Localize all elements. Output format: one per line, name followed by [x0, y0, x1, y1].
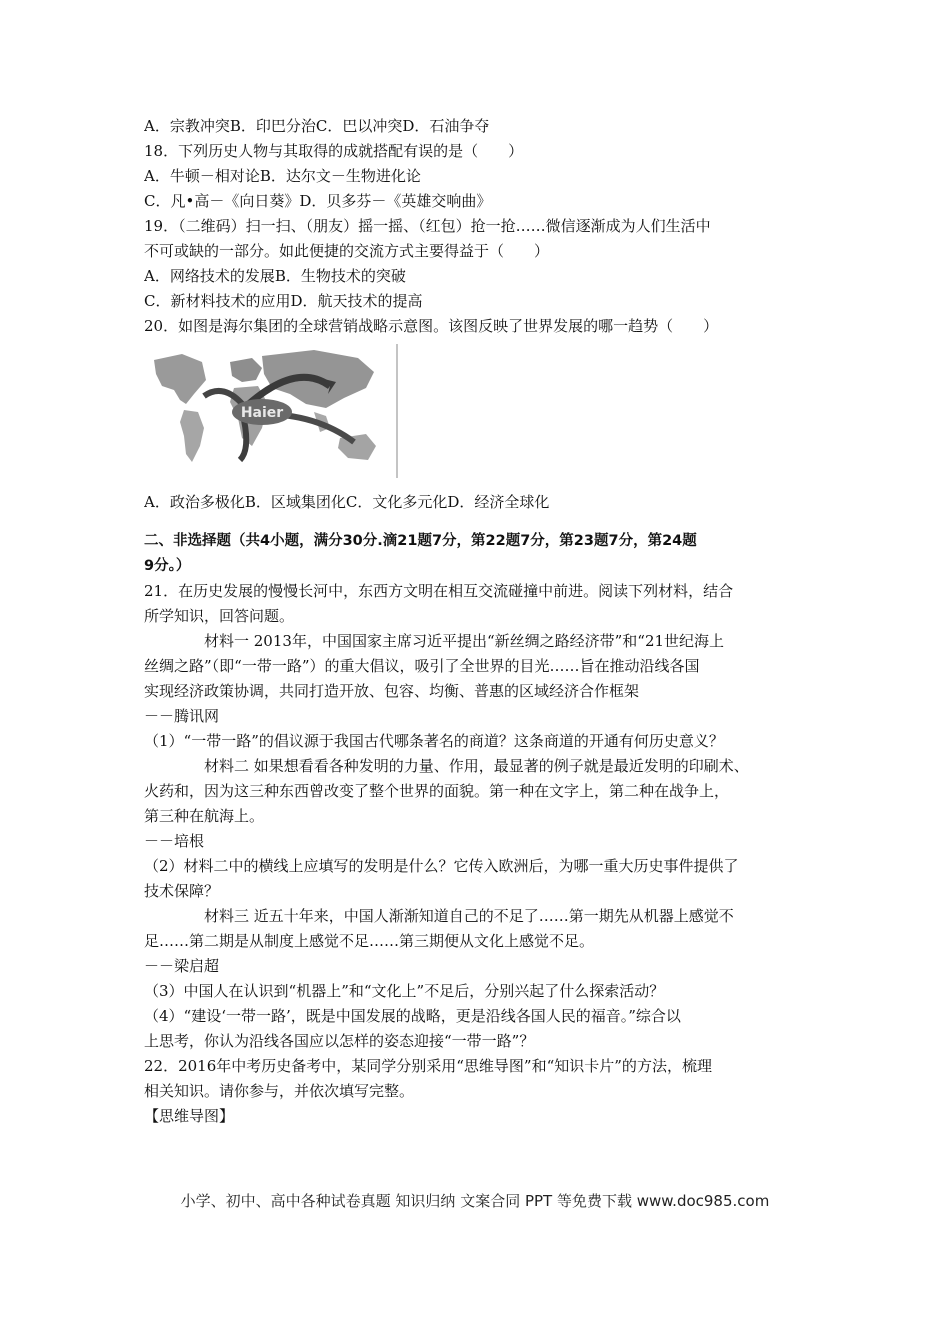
q21-material1-line1: 材料一 2013年，中国国家主席习近平提出“新丝绸之路经济带”和“21世纪海上 — [204, 632, 725, 650]
q20-options: A．政治多极化B．区域集团化C．文化多元化D．经济全球化 — [144, 493, 550, 511]
q17-options: A．宗教冲突B．印巴分治C．巴以冲突D．石油争夺 — [144, 117, 490, 135]
q21-material1-line3: 实现经济政策协调，共同打造开放、包容、均衡、普惠的区域经济合作框架 — [144, 682, 640, 700]
q21-stem-line2: 所学知识，回答问题。 — [144, 607, 295, 625]
q21-material3-line2: 足……第二期是从制度上感觉不足……第三期便从文化上感觉不足。 — [144, 932, 595, 950]
q21-subquestion3: （3）中国人在认识到“机器上”和“文化上”不足后，分别兴起了什么探索活动？ — [144, 982, 665, 1000]
q22-mindmap-label: 【思维导图】 — [144, 1107, 235, 1125]
q21-material2-line1: 材料二 如果想看看各种发明的力量、作用，最显著的例子就是最近发明的印刷术、 — [204, 757, 749, 775]
exam-content — [144, 114, 812, 1129]
q18-options-cd: C．凡•高－《向日葵》D．贝多芬－《英雄交响曲》 — [144, 192, 492, 210]
q21-material2-source: －－培根 — [144, 832, 205, 850]
q22-stem-line2: 相关知识。请你参与，并依次填写完整。 — [144, 1082, 415, 1100]
haier-world-map-figure — [144, 342, 400, 482]
q21-stem-line1: 21．在历史发展的慢慢长河中，东西方文明在相互交流碰撞中前进。阅读下列材料，结合 — [144, 582, 734, 600]
q21-material1-source: －－腾讯网 — [144, 707, 220, 725]
page-footer: 小学、初中、高中各种试卷真题 知识归纳 文案合同 PPT 等免费下载 www.doc985.com — [180, 1192, 770, 1210]
q21-material3-line1: 材料三 近五十年来，中国人渐渐知道自己的不足了……第一期先从机器上感觉不 — [204, 907, 734, 925]
q22-stem-line1: 22．2016年中考历史备考中，某同学分别采用“思维导图”和“知识卡片”的方法，梳理 — [144, 1057, 712, 1075]
section2-heading-line2: 9分。） — [144, 558, 191, 574]
q19-options-cd: C．新材料技术的应用D．航天技术的提高 — [144, 292, 423, 310]
section-gap — [144, 515, 812, 529]
q19-stem-line2: 不可或缺的一部分。如此便捷的交流方式主要得益于（ ） — [144, 242, 550, 260]
q21-subquestion4-line2: 上思考，你认为沿线各国应以怎样的姿态迎接“一带一路”？ — [144, 1032, 535, 1050]
q21-subquestion4-line1: （4）“建设‘一带一路’，既是中国发展的战略，更是沿线各国人民的福音。”综合以 — [144, 1007, 681, 1025]
q21-material2-line3: 第三种在航海上。 — [144, 807, 265, 825]
q18-options-ab: A．牛顿－相对论B．达尔文－生物进化论 — [144, 167, 421, 185]
q19-options-ab: A．网络技术的发展B．生物技术的突破 — [144, 267, 406, 285]
section2-heading-line1: 二、非选择题（共4小题，满分30分.滴21题7分，第22题7分，第23题7分，第24题 — [144, 533, 697, 549]
q21-material3-source: －－梁启超 — [144, 957, 220, 975]
q21-material1-line2: 丝绸之路”（即“一带一路”）的重大倡议，吸引了全世界的目光……旨在推动沿线各国 — [144, 657, 700, 675]
q21-subquestion1: （1）“一带一路”的倡议源于我国古代哪条著名的商道？这条商道的开通有何历史意义？ — [144, 732, 724, 750]
q21-subquestion2-line2: 技术保障？ — [144, 882, 220, 900]
q21-material2-line2: 火药和，因为这三种东西曾改变了整个世界的面貌。第一种在文字上，第二种在战争上， — [144, 782, 730, 800]
q19-stem-line1: 19．（二维码）扫一扫、（朋友）摇一摇、（红包）抢一抢……微信逐渐成为人们生活中 — [144, 217, 711, 235]
q20-stem: 20．如图是海尔集团的全球营销战略示意图。该图反映了世界发展的哪一趋势（ ） — [144, 317, 719, 335]
q21-subquestion2-line1: （2）材料二中的横线上应填写的发明是什么？它传入欧洲后，为哪一重大历史事件提供了 — [144, 857, 739, 875]
haier-logo-text: Haier — [240, 405, 284, 421]
world-map-illustration — [144, 342, 400, 482]
q18-stem: 18．下列历史人物与其取得的成就搭配有误的是（ ） — [144, 142, 524, 160]
